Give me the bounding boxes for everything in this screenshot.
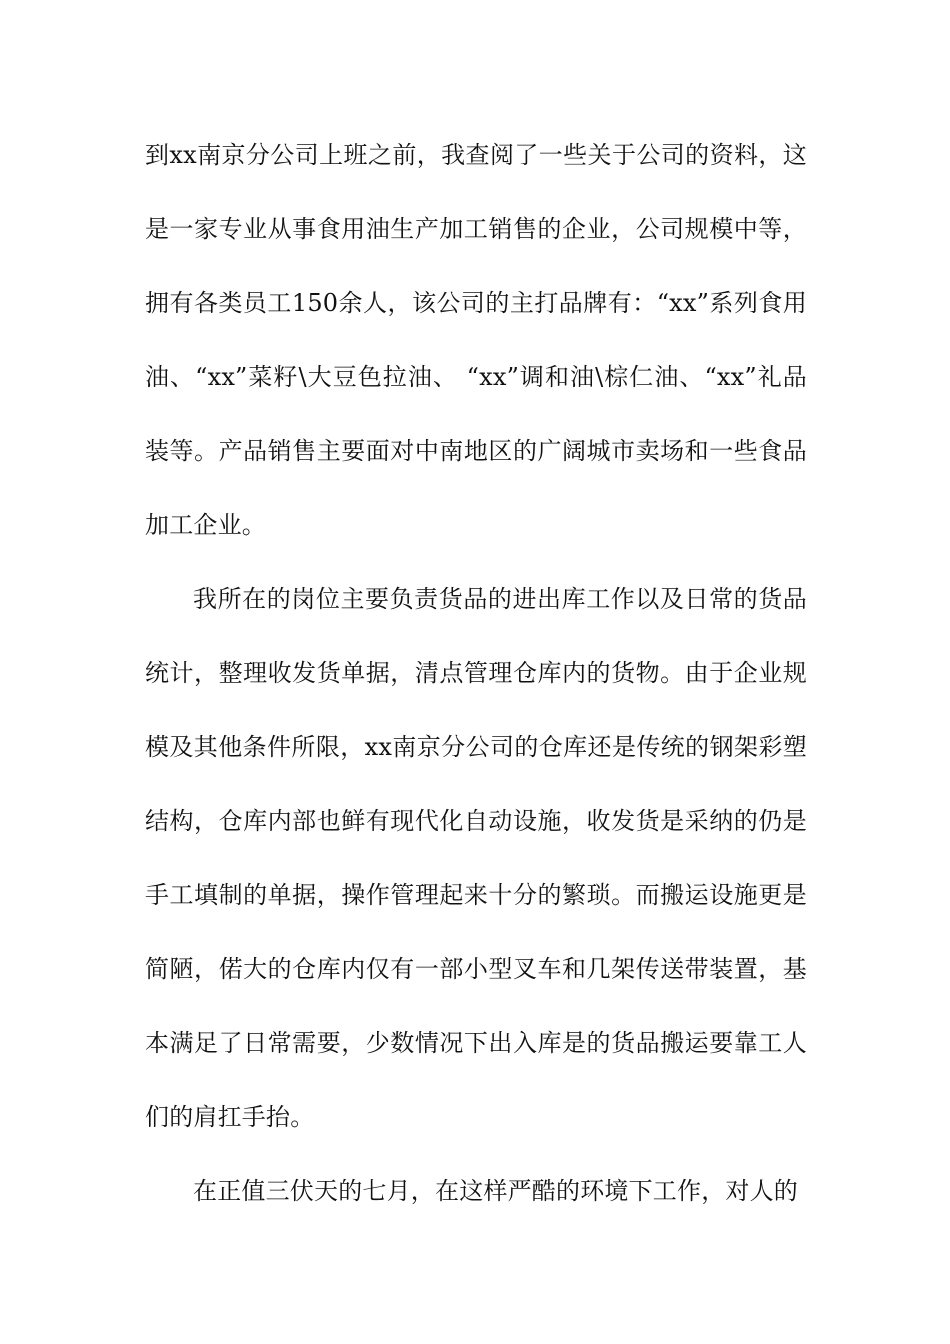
paragraph-summer-work: 在正值三伏天的七月，在这样严酷的环境下工作，对人的 — [193, 1177, 798, 1205]
paragraph-job-duties: 我所在的岗位主要负责货品的进出库工作以及日常的货品统计，整理收发货单据，清点管理仓库内的货物。由于企业规模及其他条件所限，xx南京分公司的仓库还是传统的钢架彩塑结构，仓库内部也鲜有现代化自动设施，收发货是采纳的仍是手工填制的单据，操作管理起来十分的繁琐。而搬运设施更是简陋，偌大的仓库内仅有一部小型叉车和几架传送带装置，基本满足了日常需要，少数情况下出入库是的货品搬运要靠工人们的肩扛手抬。 — [145, 585, 807, 1131]
document-body — [145, 118, 807, 1228]
paragraph-company-intro: 到xx南京分公司上班之前，我查阅了一些关于公司的资料，这是一家专业从事食用油生产加工销售的企业，公司规模中等，拥有各类员工150余人，该公司的主打品牌有：“xx”系列食用油、“xx”菜籽\大豆色拉油、 “xx”调和油\棕仁油、“xx”礼品装等。产品销售主要面对中南地区的广阔城市卖场和一些食品加工企业。 — [145, 141, 807, 539]
